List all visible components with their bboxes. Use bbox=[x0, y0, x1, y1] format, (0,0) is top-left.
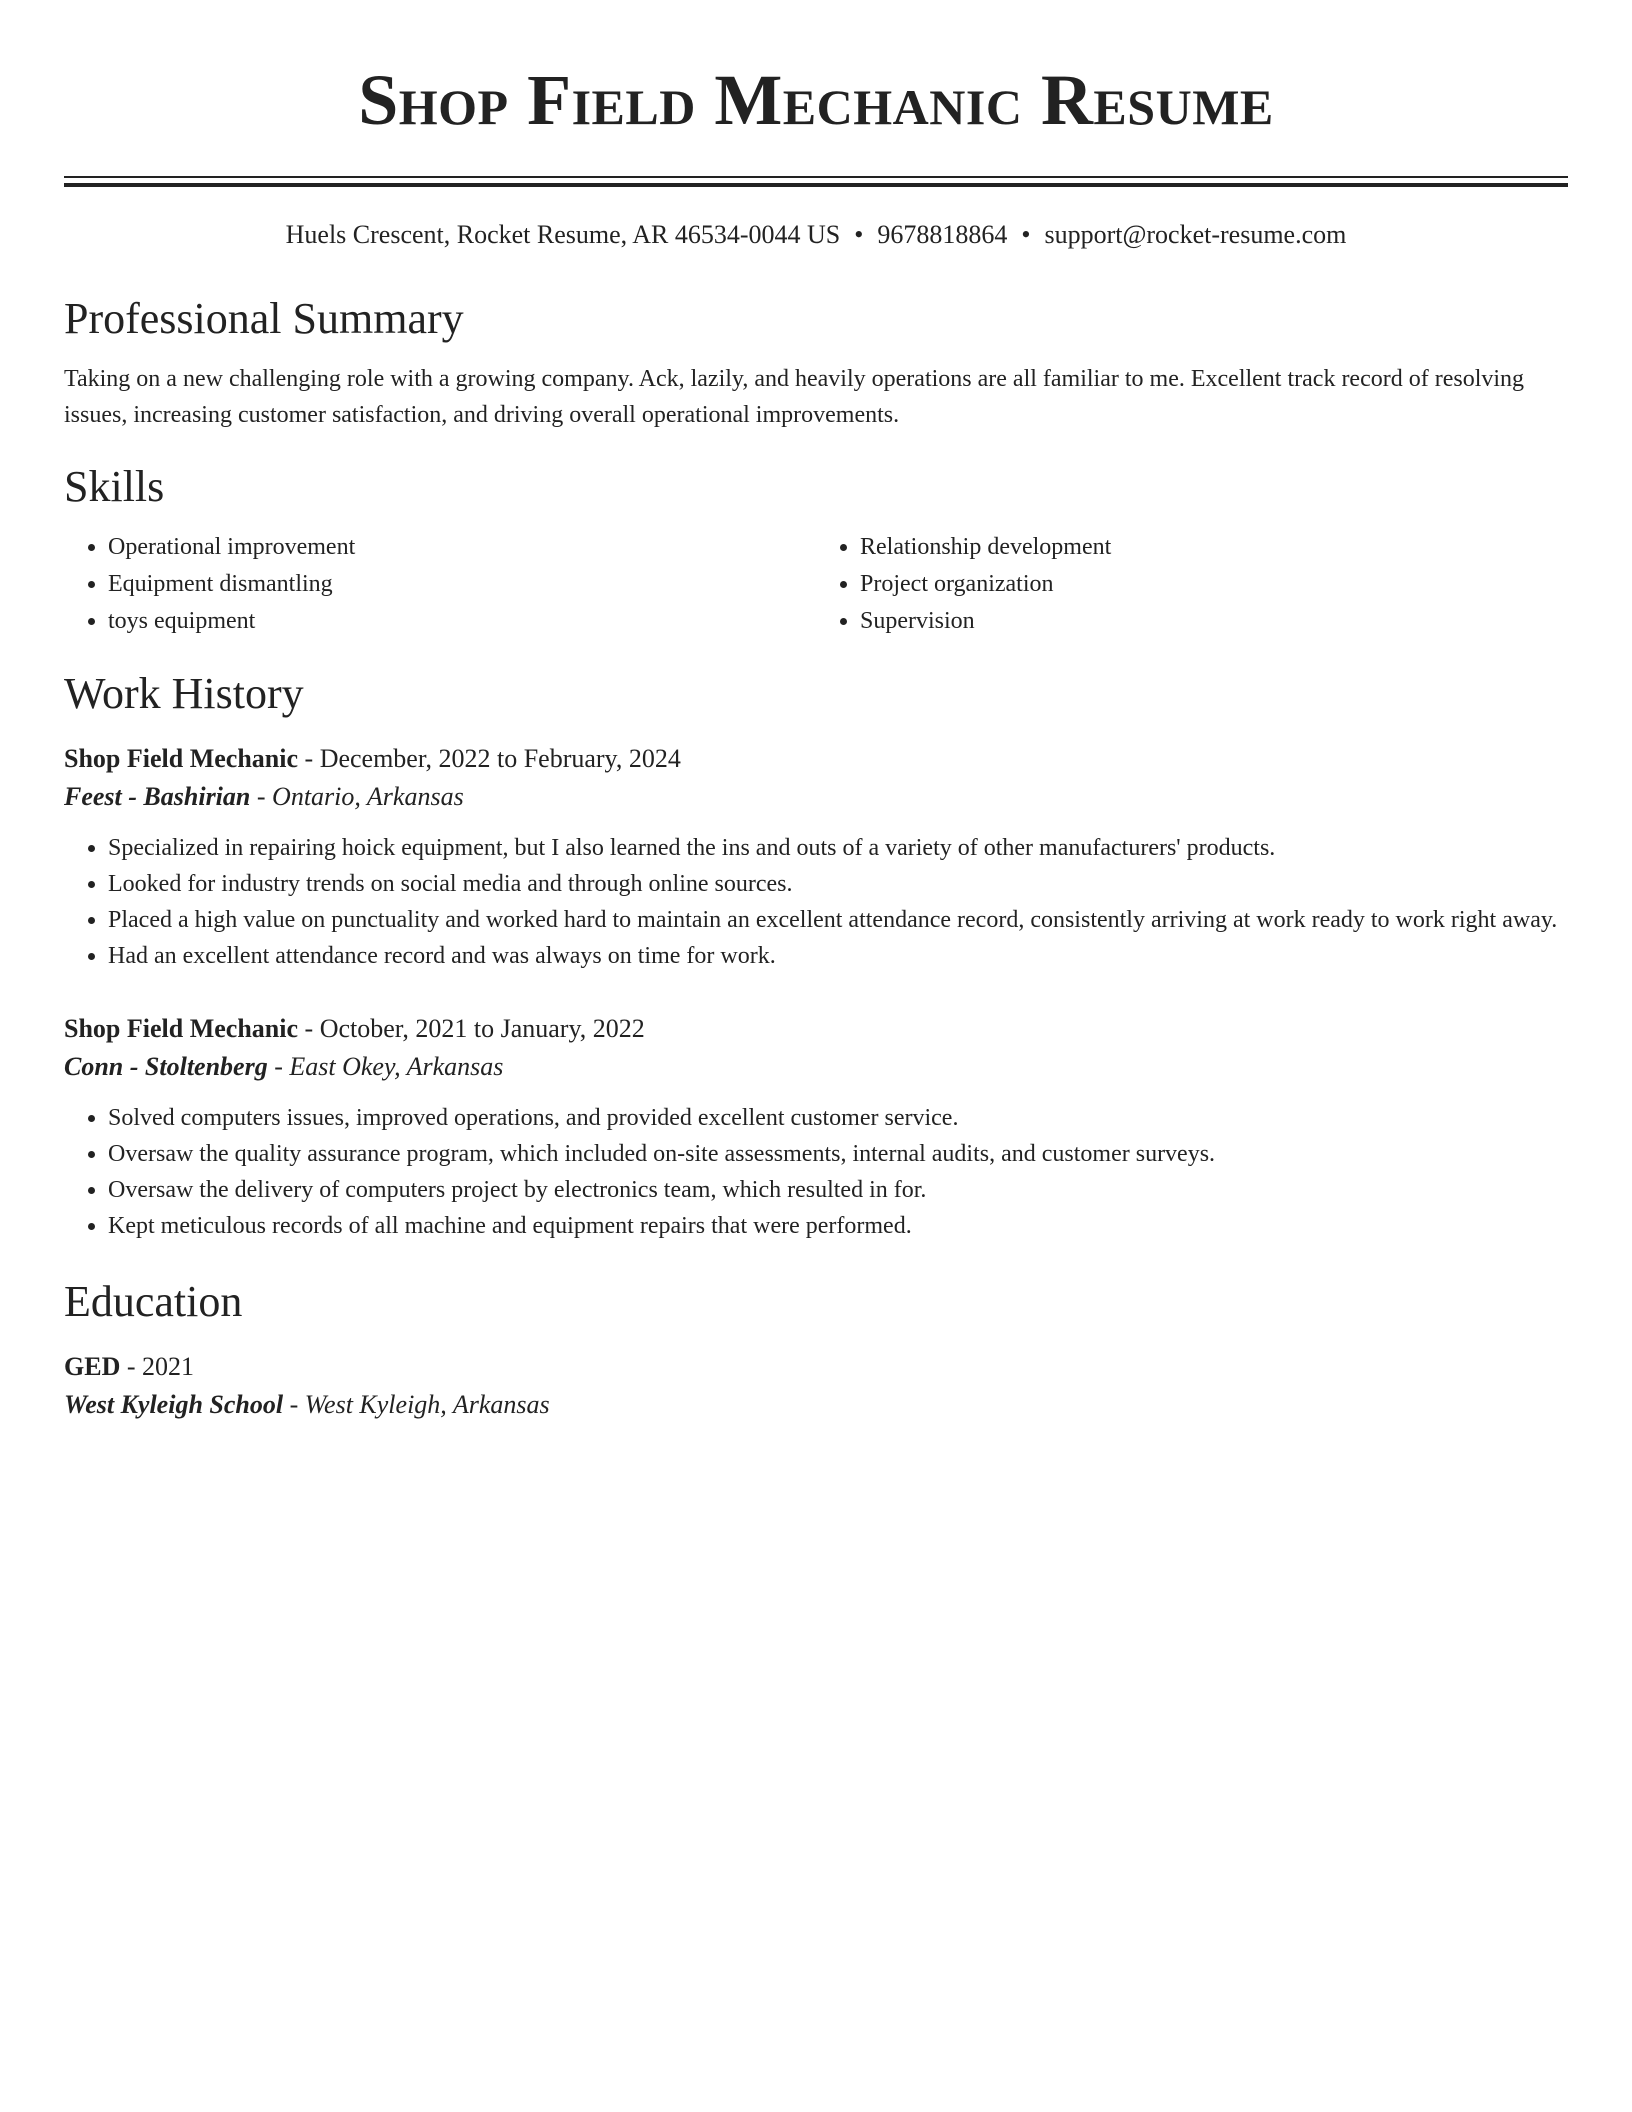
contact-separator: • bbox=[1021, 220, 1031, 249]
contact-phone[interactable]: 9678818864 bbox=[877, 220, 1008, 249]
job-bullet: • Oversaw the quality assurance program, which included on-site assessments, internal audits, and customer surveys. bbox=[108, 1136, 1568, 1172]
skills-heading: Skills bbox=[64, 462, 165, 511]
job-entry bbox=[64, 1010, 1568, 1244]
job-header: Shop Field Mechanic - December, 2022 to February, 2024 bbox=[64, 744, 681, 773]
education-location: West Kyleigh, Arkansas bbox=[304, 1390, 550, 1419]
job-title: Shop Field Mechanic bbox=[64, 1014, 299, 1043]
summary-heading: Professional Summary bbox=[64, 294, 464, 343]
resume-title: Shop Field Mechanic Resume bbox=[358, 60, 1274, 140]
education-degree: GED bbox=[64, 1352, 121, 1381]
job-employer: Conn - Stoltenberg - East Okey, Arkansas bbox=[64, 1052, 504, 1081]
skill-item: • Operational improvement bbox=[108, 529, 816, 566]
job-bullet: • Kept meticulous records of all machine and equipment repairs that were performed. bbox=[108, 1208, 1568, 1244]
job-bullets bbox=[64, 1100, 1568, 1244]
job-bullet: • Specialized in repairing hoick equipment, but I also learned the ins and outs of a variety of other manufacturers' products. bbox=[108, 830, 1568, 866]
skill-item: • Relationship development bbox=[860, 529, 1568, 566]
job-company: Feest - Bashirian bbox=[64, 782, 251, 811]
job-bullet: • Placed a high value on punctuality and worked hard to maintain an excellent attendance record, consistently arriving at work ready to work right away. bbox=[108, 902, 1568, 938]
job-header: Shop Field Mechanic - October, 2021 to January, 2022 bbox=[64, 1014, 645, 1043]
contact-address: Huels Crescent, Rocket Resume, AR 46534-0044 US bbox=[285, 220, 841, 249]
contact-line bbox=[64, 217, 1568, 253]
job-location: Ontario, Arkansas bbox=[272, 782, 464, 811]
job-dates: October, 2021 to January, 2022 bbox=[319, 1014, 645, 1043]
job-location: East Okey, Arkansas bbox=[289, 1052, 504, 1081]
education-school: West Kyleigh School bbox=[64, 1390, 284, 1419]
summary-text: Taking on a new challenging role with a growing company. Ack, lazily, and heavily operations are all familiar to me. Excellent track record of resolving issues, increasing customer satisfaction, and driving overall operational improvements. bbox=[64, 366, 1525, 428]
job-employer: Feest - Bashirian - Ontario, Arkansas bbox=[64, 782, 464, 811]
job-bullets bbox=[64, 830, 1568, 974]
education-heading: Education bbox=[64, 1277, 243, 1326]
skill-item: • Equipment dismantling bbox=[108, 566, 816, 603]
skills-column-right bbox=[816, 529, 1568, 640]
work-history-heading: Work History bbox=[64, 669, 304, 718]
job-bullet: • Looked for industry trends on social media and through online sources. bbox=[108, 866, 1568, 902]
job-bullet: • Solved computers issues, improved operations, and provided excellent customer service. bbox=[108, 1100, 1568, 1136]
job-bullet: • Had an excellent attendance record and was always on time for work. bbox=[108, 938, 1568, 974]
skill-item: • Project organization bbox=[860, 566, 1568, 603]
job-company: Conn - Stoltenberg bbox=[64, 1052, 268, 1081]
education-school-line: West Kyleigh School - West Kyleigh, Arkansas bbox=[64, 1390, 550, 1419]
skills-column-left bbox=[64, 529, 816, 640]
title-double-rule bbox=[64, 176, 1568, 187]
skill-item: • toys equipment bbox=[108, 603, 816, 640]
education-degree-line: GED - 2021 bbox=[64, 1352, 195, 1381]
job-entry bbox=[64, 740, 1568, 974]
skill-item: • Supervision bbox=[860, 603, 1568, 640]
skills-list bbox=[64, 529, 1568, 640]
education-year: 2021 bbox=[142, 1352, 195, 1381]
job-bullet: • Oversaw the delivery of computers project by electronics team, which resulted in for. bbox=[108, 1172, 1568, 1208]
contact-separator: • bbox=[854, 220, 864, 249]
education-entry bbox=[64, 1348, 1568, 1424]
job-title: Shop Field Mechanic bbox=[64, 744, 299, 773]
job-dates: December, 2022 to February, 2024 bbox=[319, 744, 681, 773]
contact-email[interactable]: support@rocket-resume.com bbox=[1044, 220, 1347, 249]
